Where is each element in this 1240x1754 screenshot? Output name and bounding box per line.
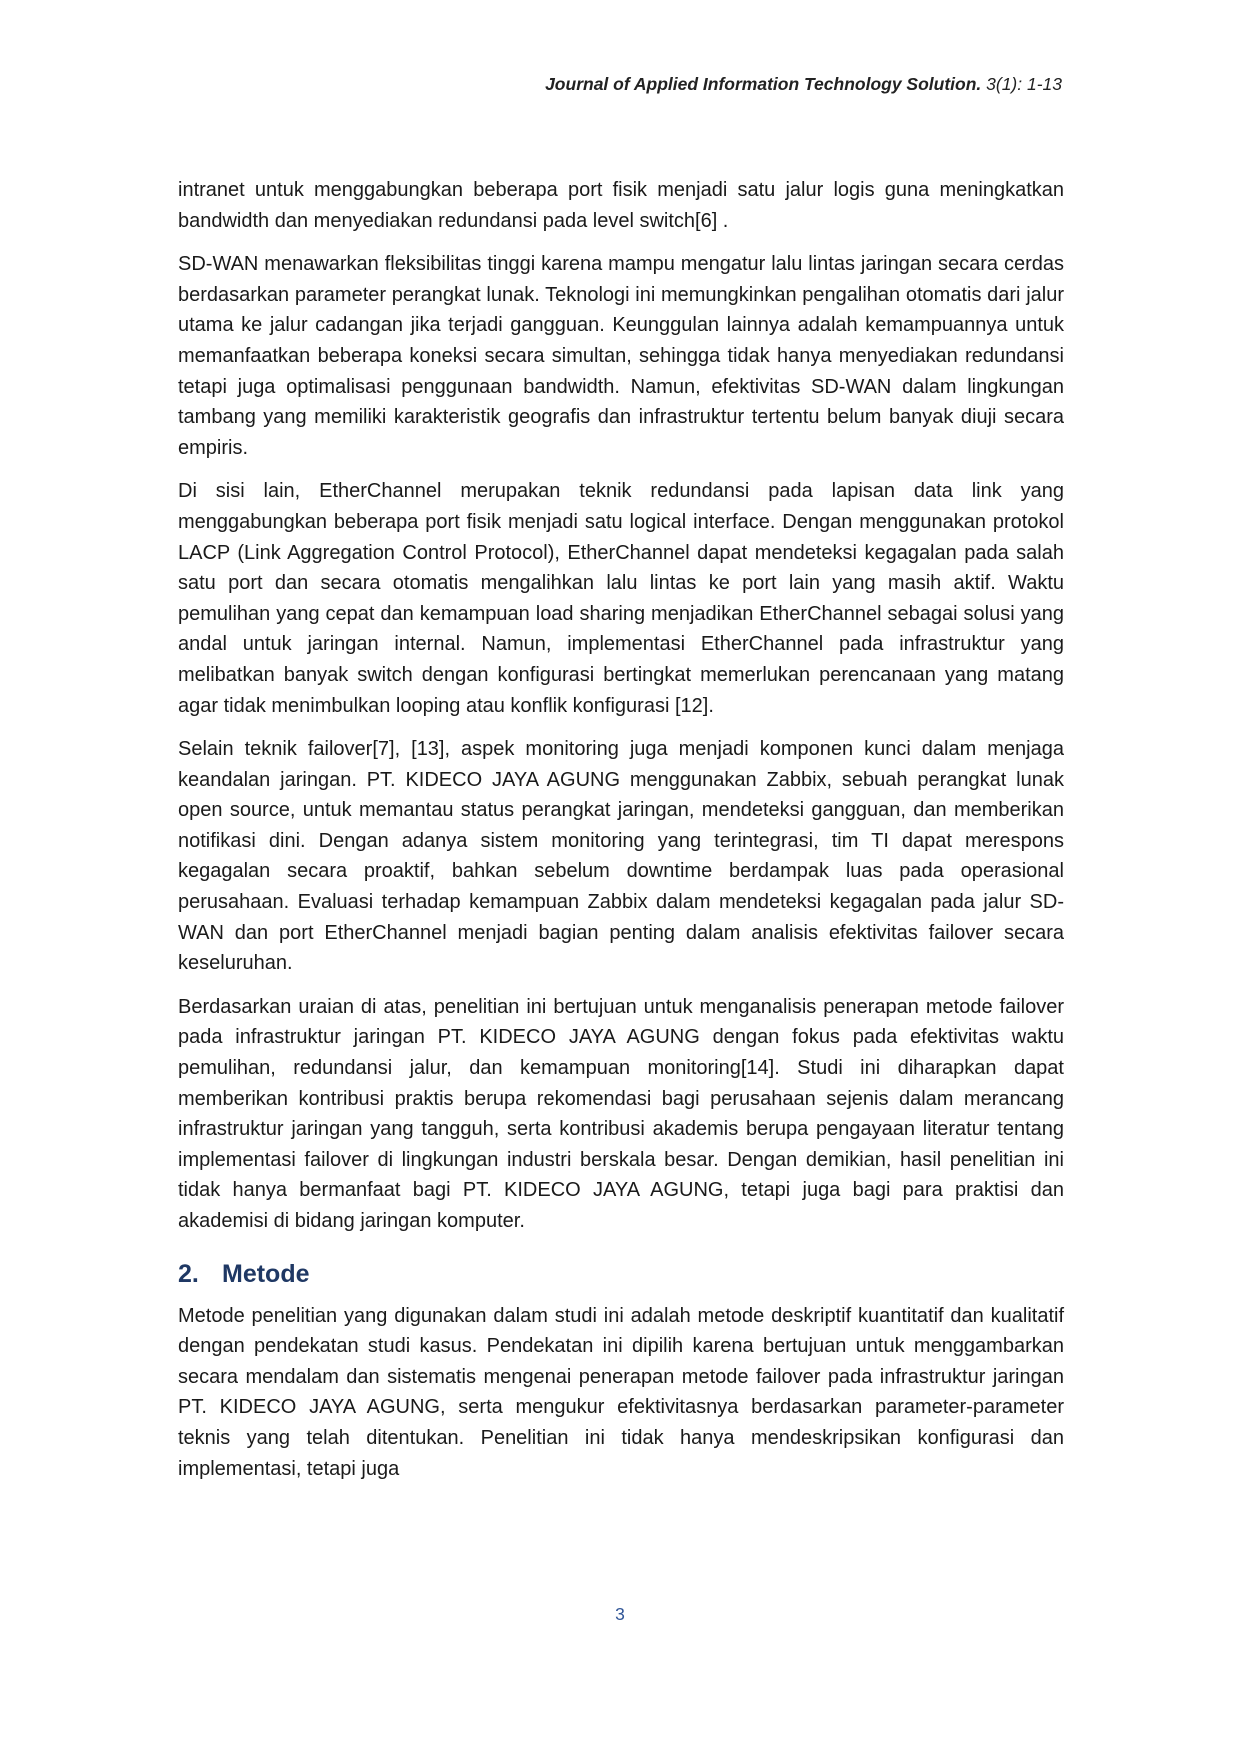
body-paragraph: intranet untuk menggabungkan beberapa port fisik menjadi satu jalur logis guna meningkatkan bandwidth dan menyediakan redundansi pada level switch[6] . — [178, 179, 1064, 232]
section-heading — [178, 1257, 1064, 1291]
body-paragraph: Metode penelitian yang digunakan dalam studi ini adalah metode deskriptif kuantitatif dan kualitatif dengan pendekatan studi kasus. Pendekatan ini dipilih karena bertujuan untuk menggambarkan secara mendalam dan sistematis mengenai penerapan metode failover pada infrastruktur jaringan PT. KIDECO JAYA AGUNG, serta mengukur efektivitasnya berdasarkan parameter-parameter teknis yang telah ditentukan. Penelitian ini tidak hanya mendeskripsikan konfigurasi dan implementasi, tetapi juga — [178, 1304, 1064, 1480]
journal-issue: 3(1): 1-13 — [981, 74, 1062, 94]
page-number: 3 — [615, 1604, 625, 1624]
section-number: 2. — [178, 1259, 199, 1288]
body-paragraph: SD-WAN menawarkan fleksibilitas tinggi karena mampu mengatur lalu lintas jaringan secara cerdas berdasarkan parameter perangkat lunak. Teknologi ini memungkinkan pengalihan otomatis dari jalur utama ke jalur cadangan jika terjadi gangguan. Keunggulan lainnya adalah kemampuannya untuk memanfaatkan beberapa koneksi secara simultan, sehingga tidak hanya menyediakan redundansi tetapi juga optimalisasi penggunaan bandwidth. Namun, efektivitas SD-WAN dalam lingkungan tambang yang memiliki karakteristik geografis dan infrastruktur tertentu belum banyak diuji secara empiris. — [178, 253, 1064, 459]
section-title: Metode — [222, 1259, 310, 1288]
journal-title: Journal of Applied Information Technology Solution. — [545, 74, 982, 94]
running-header — [545, 74, 1062, 95]
body-paragraph: Selain teknik failover[7], [13], aspek monitoring juga menjadi komponen kunci dalam menjaga keandalan jaringan. PT. KIDECO JAYA AGUNG menggunakan Zabbix, sebuah perangkat lunak open source, untuk memantau status perangkat jaringan, mendeteksi gangguan, dan memberikan notifikasi dini. Dengan adanya sistem monitoring yang terintegrasi, tim TI dapat merespons kegagalan secara proaktif, bahkan sebelum downtime berdampak luas pada operasional perusahaan. Evaluasi terhadap kemampuan Zabbix dalam mendeteksi kegagalan pada jalur SD-WAN dan port EtherChannel menjadi bagian penting dalam analisis efektivitas failover secara keseluruhan. — [178, 738, 1064, 975]
page-body — [178, 175, 1064, 1497]
body-paragraph: Di sisi lain, EtherChannel merupakan teknik redundansi pada lapisan data link yang menggabungkan beberapa port fisik menjadi satu logical interface. Dengan menggunakan protokol LACP (Link Aggregation Control Protocol), EtherChannel dapat mendeteksi kegagalan pada salah satu port dan secara otomatis mengalihkan lalu lintas ke port lain yang masih aktif. Waktu pemulihan yang cepat dan kemampuan load sharing menjadikan EtherChannel sebagai solusi yang andal untuk jaringan internal. Namun, implementasi EtherChannel pada infrastruktur yang melibatkan banyak switch dengan konfigurasi bertingkat memerlukan perencanaan yang matang agar tidak menimbulkan looping atau konflik konfigurasi [12]. — [178, 480, 1064, 717]
body-paragraph: Berdasarkan uraian di atas, penelitian ini bertujuan untuk menganalisis penerapan metode failover pada infrastruktur jaringan PT. KIDECO JAYA AGUNG dengan fokus pada efektivitas waktu pemulihan, redundansi jalur, dan kemampuan monitoring[14]. Studi ini diharapkan dapat memberikan kontribusi praktis berupa rekomendasi bagi perusahaan sejenis dalam merancang infrastruktur jaringan yang tangguh, serta kontribusi akademis berupa pengayaan literatur tentang implementasi failover di lingkungan industri berskala besar. Dengan demikian, hasil penelitian ini tidak hanya bermanfaat bagi PT. KIDECO JAYA AGUNG, tetapi juga bagi para praktisi dan akademisi di bidang jaringan komputer. — [178, 995, 1064, 1232]
